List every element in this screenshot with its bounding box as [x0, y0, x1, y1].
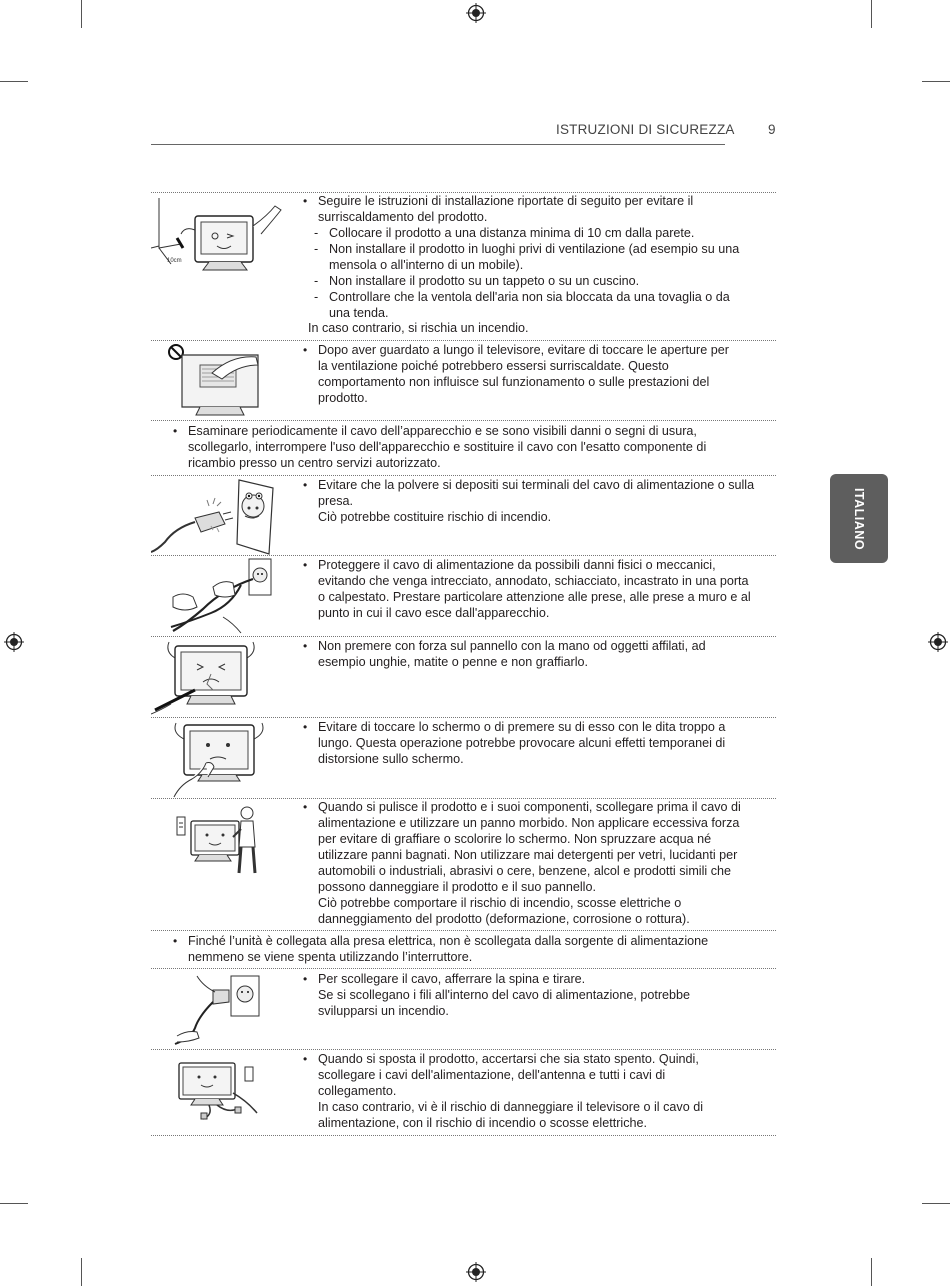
tv-wall-distance-illustration — [151, 196, 291, 276]
crop-mark — [0, 1203, 28, 1204]
bullet-marker: • — [303, 343, 308, 357]
header-rule — [151, 144, 725, 145]
bullet-marker: • — [303, 800, 308, 814]
bullet-marker: • — [303, 720, 308, 734]
plug-dust-illustration — [151, 476, 276, 556]
registration-mark-icon — [928, 632, 948, 652]
section-divider — [151, 930, 776, 931]
s8-bullet-text: Quando si pulisce il prodotto e i suoi componenti, scollegare prima il cavo di alimentazione e utilizzare un panno morbido. Non applicare eccessiva forza per evitare di graffiare o scolorire lo schermo. Non spruzzare acqua né utilizzare panni bagnati. Non utilizzare mai detergenti per vetri, lucidanti per automobili o industriali, abrasivi o cere, benzene, alcol e prodotti simili che possono danneggiare il prodotto e il suo pannello. — [318, 800, 741, 894]
section-divider — [151, 192, 776, 193]
s10-bullet-text: Per scollegare il cavo, afferrare la spina e tirare. — [318, 972, 586, 986]
bullet-marker: • — [173, 934, 178, 948]
panel-press-illustration — [151, 638, 271, 716]
section-divider — [151, 1135, 776, 1136]
crop-mark — [922, 1203, 950, 1204]
page-number: 9 — [768, 122, 776, 137]
s1-sub-item: Controllare che la ventola dell'aria non sia bloccata da una tovaglia o da una tenda. — [329, 290, 730, 320]
dash-marker: - — [314, 274, 319, 288]
bullet-marker: • — [303, 478, 308, 492]
s6-bullet-text: Non premere con forza sul pannello con la mano od oggetti affilati, ad esempio unghie, matite o penne e non graffiarlo. — [318, 639, 706, 669]
s2-bullet-text: Dopo aver guardato a lungo il televisore, evitare di toccare le aperture per la ventilazione poiché potrebbero essersi surriscaldate. Questo comportamento non influisce sul funzionamento o sulle prestazioni del prodotto. — [318, 343, 729, 405]
section-divider — [151, 968, 776, 969]
s5-bullet-text: Proteggere il cavo di alimentazione da possibili danni fisici o meccanici, evitando che venga intrecciato, annodato, schiacciato, incastrato in una porta o calpestato. Prestare particolare attenzione alle prese, alle prese a muro e al punto in cui il cavo esce dall'apparecchio. — [318, 558, 751, 620]
s1-bullet-text: Seguire le istruzioni di installazione riportate di seguito per evitare il surriscaldamento del prodotto. — [318, 194, 694, 224]
section-divider — [151, 1049, 776, 1050]
s11-bullet-text: Quando si sposta il prodotto, accertarsi che sia stato spento. Quindi, scollegare i cavi dell'alimentazione, dell'antenna e tutti i cavi di collegamento. — [318, 1052, 699, 1098]
crop-mark — [0, 81, 28, 82]
crop-mark — [922, 81, 950, 82]
s10-note: Se si scollegano i fili all'interno del cavo di alimentazione, potrebbe svilupparsi un incendio. — [318, 988, 691, 1018]
section-divider — [151, 717, 776, 718]
registration-mark-icon — [4, 632, 24, 652]
s1-sub-item: Non installare il prodotto in luoghi privi di ventilazione (ad esempio su una mensola o all'interno di un mobile). — [329, 242, 740, 272]
screen-touch-illustration — [166, 719, 266, 799]
section-divider — [151, 420, 776, 421]
language-tab — [830, 474, 888, 563]
s7-bullet-text: Evitare di toccare lo schermo o di premere su di esso con le dita troppo a lungo. Questa operazione potrebbe provocare alcuni effetti temporanei di distorsione sullo schermo. — [318, 720, 726, 766]
ventilation-distance-label: 10cm — [167, 258, 182, 264]
s1-note: In caso contrario, si rischia un incendio. — [308, 321, 529, 335]
language-tab-label: ITALIANO — [852, 487, 866, 550]
dash-marker: - — [314, 290, 319, 304]
cleaning-illustration — [173, 803, 263, 879]
s8-note: Ciò potrebbe comportare il rischio di incendio, scosse elettriche o danneggiamento del prodotto (deformazione, corrosione o rottura). — [318, 896, 690, 926]
bullet-marker: • — [303, 194, 308, 208]
registration-mark-icon — [466, 3, 486, 23]
s9-bullet-text: Finché l’unità è collegata alla presa elettrica, non è scollegata dalla sorgente di alimentazione nemmeno se viene spenta utilizzando l’interruttore. — [188, 934, 709, 964]
bullet-marker: • — [303, 972, 308, 986]
bullet-marker: • — [303, 1052, 308, 1066]
unplug-illustration — [173, 972, 273, 1048]
crop-mark — [871, 1258, 872, 1286]
s3-bullet-text: Esaminare periodicamente il cavo dell’apparecchio e se sono visibili danni o segni di usura, scollegarlo, interrompere l'uso dell'apparecchio e sostituire il cavo con l'esatto componente di ricambio presso un centro servizi autorizzato. — [188, 424, 707, 470]
cable-damage-illustration — [153, 557, 275, 637]
dash-marker: - — [314, 226, 319, 240]
bullet-marker: • — [303, 558, 308, 572]
page-header-title: ISTRUZIONI DI SICUREZZA — [556, 122, 735, 137]
crop-mark — [81, 0, 82, 28]
s11-note: In caso contrario, vi è il rischio di danneggiare il televisore o il cavo di alimentazione, con il rischio di incendio o scosse elettriche. — [318, 1100, 704, 1130]
s1-sub-item: Non installare il prodotto su un tappeto o su un cuscino. — [329, 274, 640, 288]
crop-mark — [871, 0, 872, 28]
bullet-marker: • — [303, 639, 308, 653]
s1-sub-item: Collocare il prodotto a una distanza minima di 10 cm dalla parete. — [329, 226, 695, 240]
bullet-marker: • — [173, 424, 178, 438]
s4-note: Ciò potrebbe costituire rischio di incendio. — [318, 510, 552, 524]
moving-tv-illustration — [173, 1053, 265, 1123]
registration-mark-icon — [466, 1262, 486, 1282]
s4-bullet-text: Evitare che la polvere si depositi sui terminali del cavo di alimentazione o sulla presa. — [318, 478, 755, 508]
dash-marker: - — [314, 242, 319, 256]
crop-mark — [81, 1258, 82, 1286]
tv-back-vents-illustration — [166, 343, 266, 419]
section-divider — [151, 340, 776, 341]
